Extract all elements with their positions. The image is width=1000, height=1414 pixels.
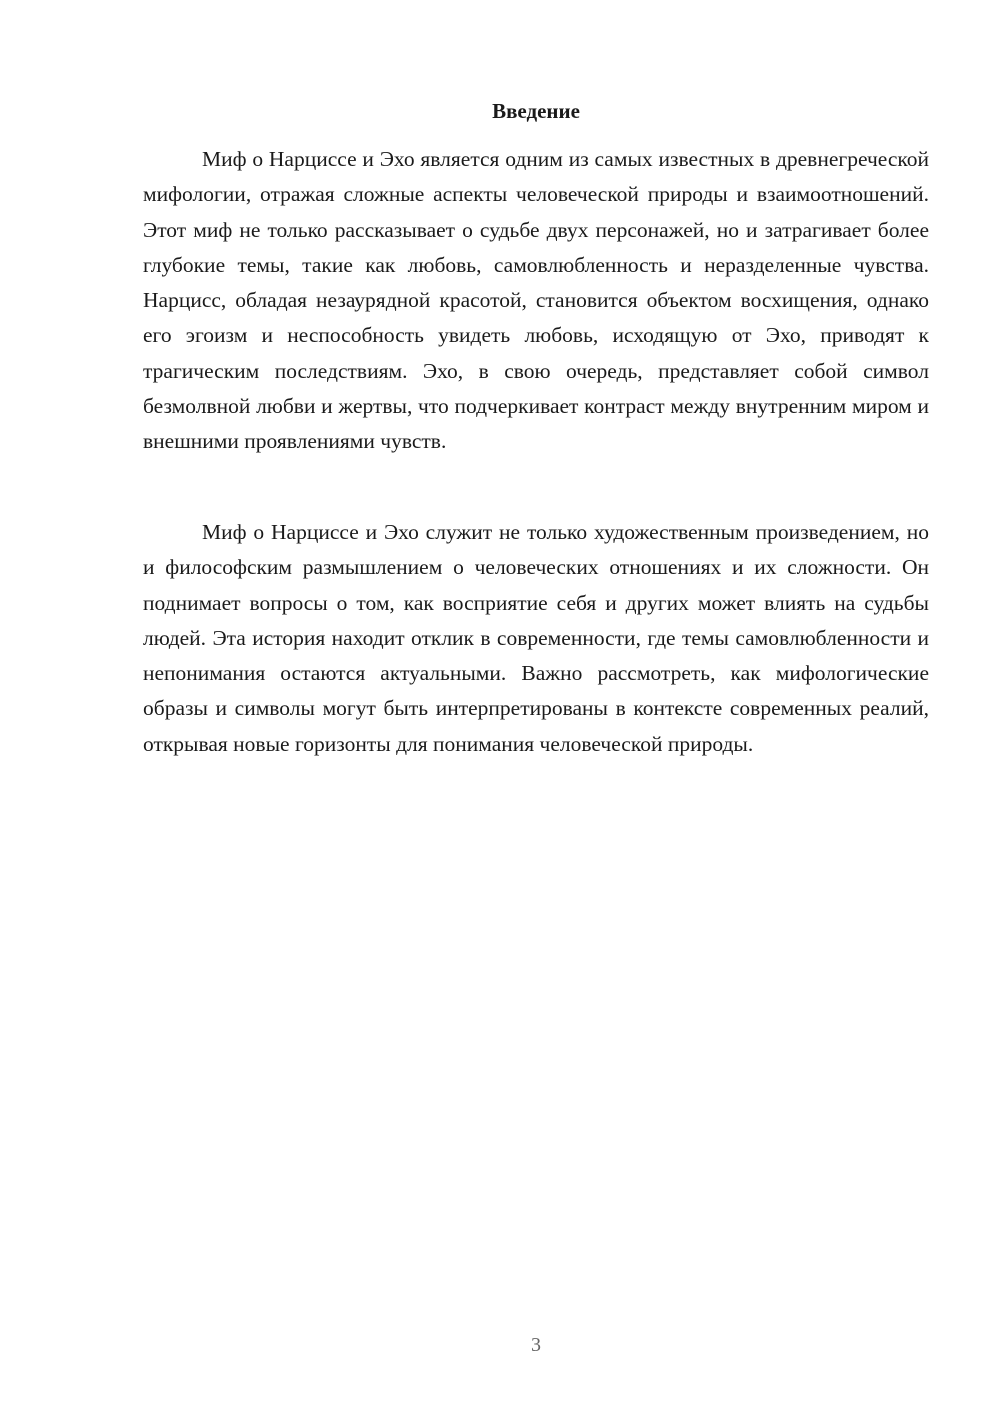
- paragraph-1: Миф о Нарциссе и Эхо является одним из самых известных в древнегреческой мифологии, отражая сложные аспекты человеческой природы и взаимоотношений. Этот миф не только рассказывает о судьбе двух персонажей, но и затрагивает более глубокие темы, такие как любовь, самовлюбленность и неразделенные чувства. Нарцисс, обладая незаурядной красотой, становится объектом восхищения, однако его эгоизм и неспособность увидеть любовь, исходящую от Эхо, приводят к трагическим последствиям. Эхо, в свою очередь, представляет собой символ безмолвной любви и жертвы, что подчеркивает контраст между внутренним миром и внешними проявлениями чувств.: [143, 147, 929, 454]
- paragraph-2: Миф о Нарциссе и Эхо служит не только художественным произведением, но и философским размышлением о человеческих отношениях и их сложности. Он поднимает вопросы о том, как восприятие себя и других может влиять на судьбы людей. Эта история находит отклик в современности, где темы самовлюбленности и непонимания остаются актуальными. Важно рассмотреть, как мифологические образы и символы могут быть интерпретированы в контексте современных реалий, открывая новые горизонты для понимания человеческой природы.: [143, 520, 929, 756]
- page-number: 3: [531, 1334, 541, 1356]
- section-heading: Введение: [492, 99, 580, 123]
